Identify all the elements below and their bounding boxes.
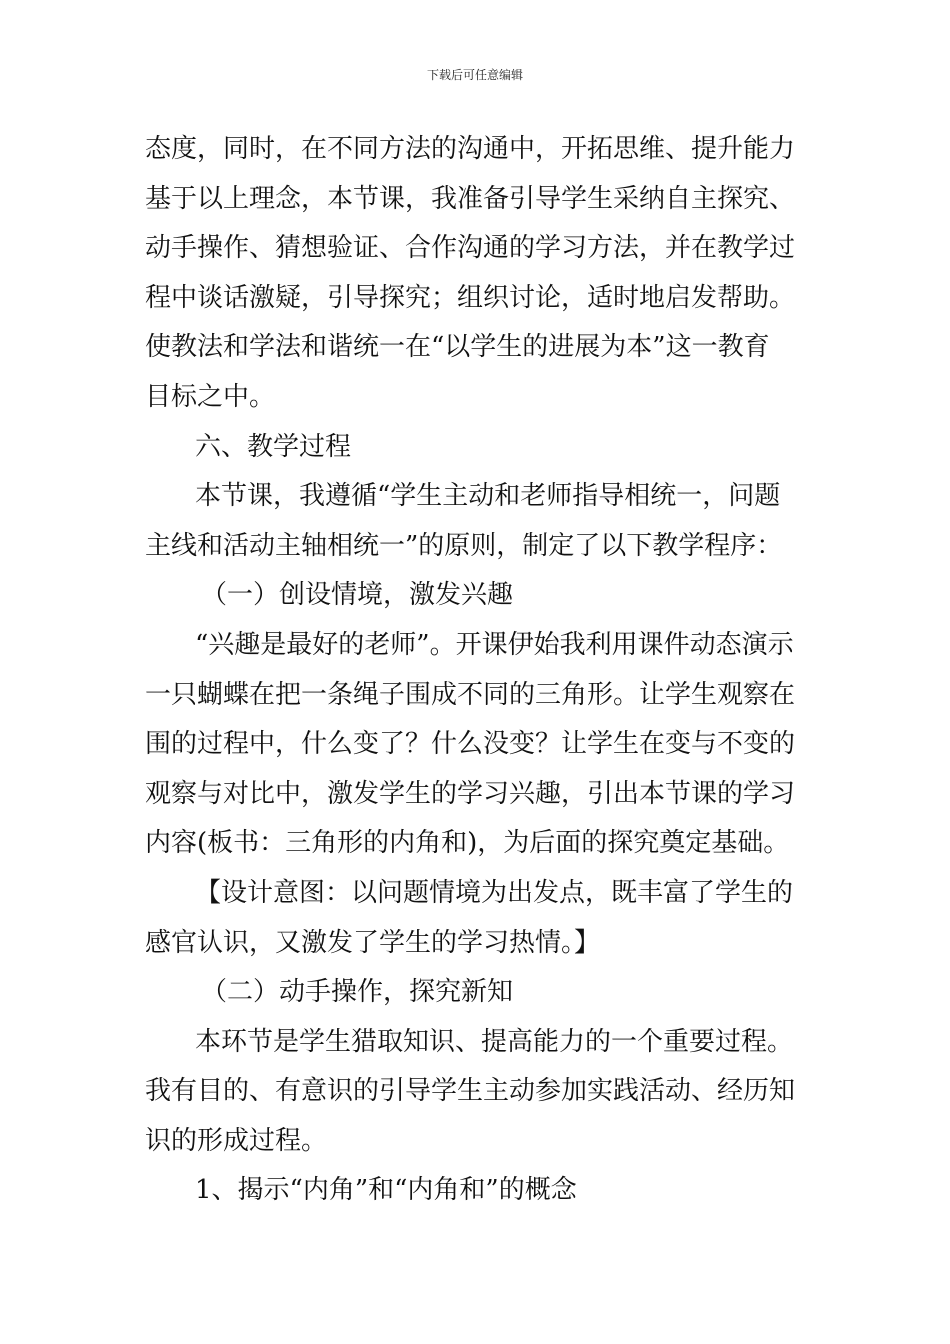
paragraph-line: 我有目的、有意识的引导学生主动参加实践活动、经历知: [145, 1076, 796, 1107]
subsection-heading: （二）动手操作，探究新知: [201, 977, 514, 1008]
paragraph-line: “兴趣是最好的老师”。开课伊始我利用课件动态演示: [195, 629, 794, 660]
paragraph-line: 态度，同时，在不同方法的沟通中，开拓思维、提升能力: [145, 134, 796, 164]
paragraph-line: 识的形成过程。: [145, 1125, 328, 1156]
paragraph-line: 程中谈话激疑，引导探究；组织讨论，适时地启发帮助。: [145, 282, 796, 313]
paragraph-line: 内容(板书：三角形的内角和)，为后面的探究奠定基础。: [145, 828, 790, 859]
paragraph-line: 本环节是学生猎取知识、提高能力的一个重要过程。: [195, 1026, 794, 1057]
design-intent-note: 感官认识，又激发了学生的学习热情。】: [145, 927, 601, 958]
paragraph-line: 动手操作、猜想验证、合作沟通的学习方法，并在教学过: [145, 233, 796, 264]
page-header: 下载后可任意编辑: [426, 68, 523, 82]
paragraph-line: 目标之中。: [145, 381, 276, 412]
subsection-heading: （一）创设情境，激发兴趣: [201, 580, 514, 611]
paragraph-line: 本节课，我遵循“学生主动和老师指导相统一，问题: [195, 481, 781, 512]
document-body: [145, 125, 810, 1216]
section-heading: 六、教学过程: [195, 431, 352, 462]
paragraph-line: 围的过程中，什么变了？什么没变？让学生在变与不变的: [145, 729, 796, 760]
paragraph-line: 一只蝴蝶在把一条绳子围成不同的三角形。让学生观察在: [145, 679, 796, 710]
paragraph-line: 使教法和学法和谐统一在“以学生的进展为本”这一教育: [145, 332, 770, 363]
paragraph-line: 主线和活动主轴相统一”的原则，制定了以下教学程序：: [145, 530, 783, 561]
numbered-heading: 1、揭示“内角”和“内角和”的概念: [195, 1175, 577, 1206]
design-intent-note: 【设计意图：以问题情境为出发点，既丰富了学生的: [195, 877, 794, 908]
paragraph-line: 基于以上理念，本节课，我准备引导学生采纳自主探究、: [145, 183, 796, 214]
paragraph-line: 观察与对比中，激发学生的学习兴趣，引出本节课的学习: [145, 778, 796, 809]
